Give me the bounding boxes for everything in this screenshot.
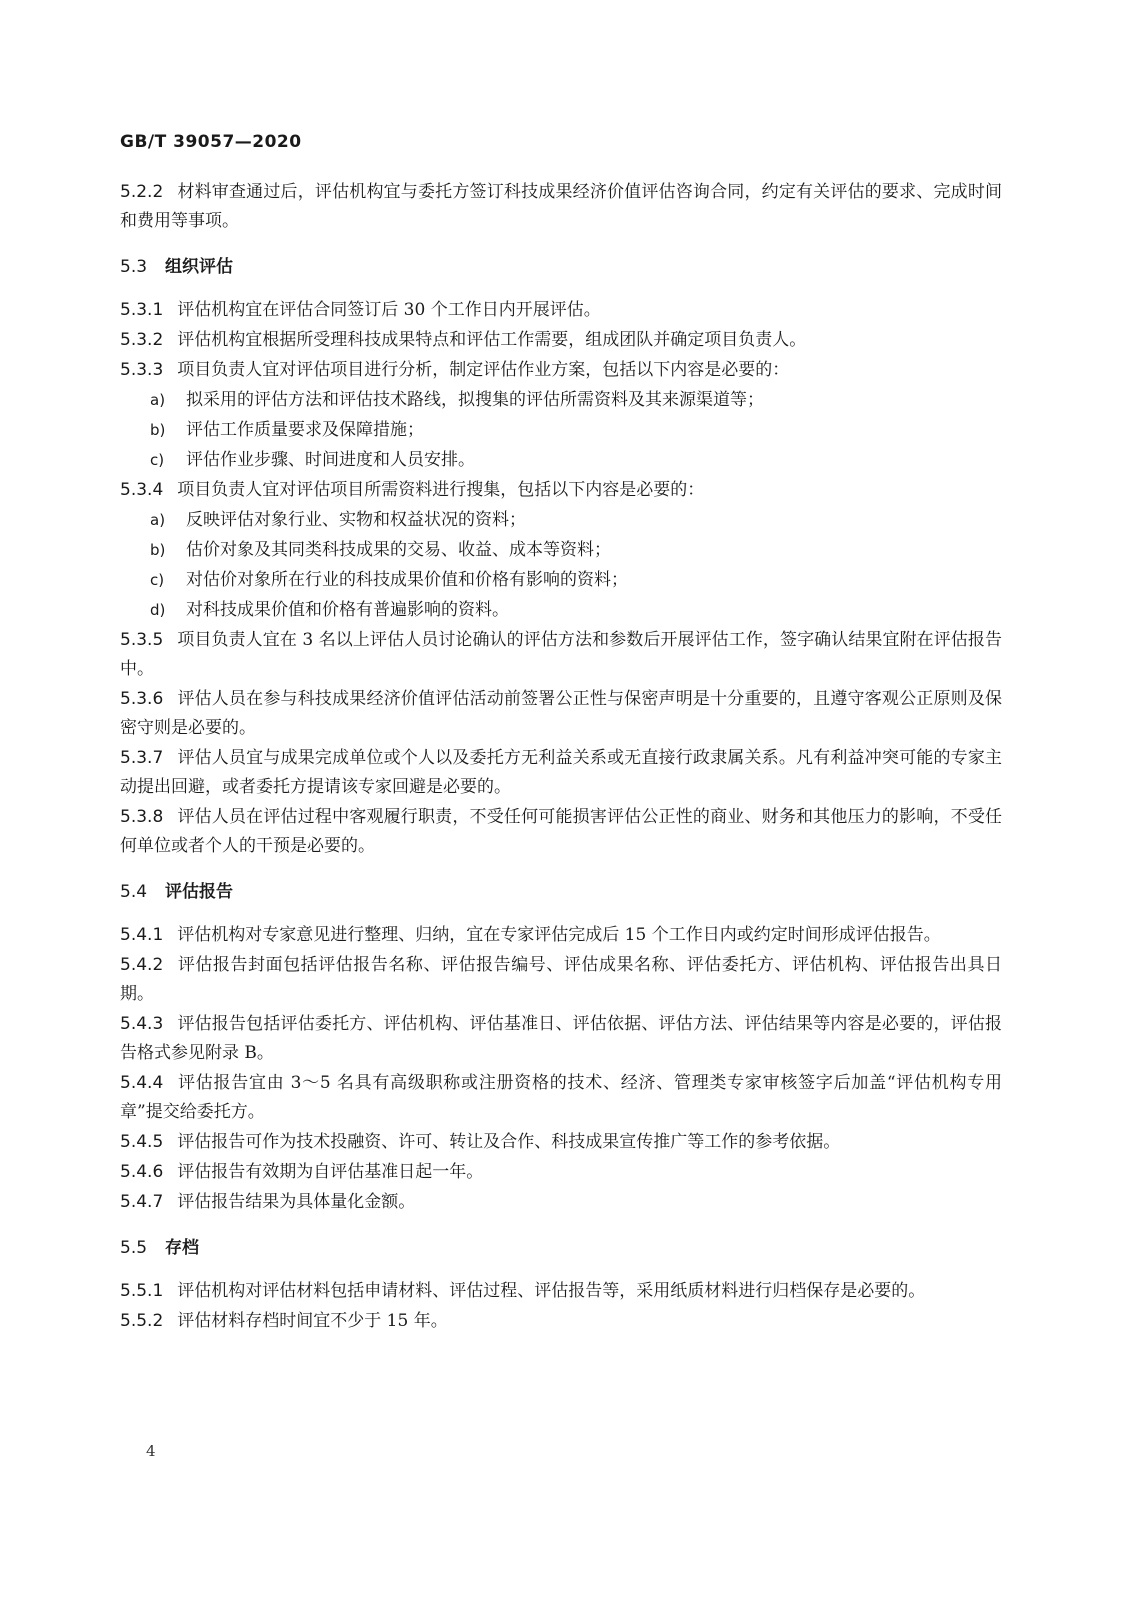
standard-code: GB/T 39057—2020 bbox=[120, 132, 302, 152]
section-number: 5.3 bbox=[120, 257, 148, 277]
clause-number: 5.3.1 bbox=[120, 300, 164, 320]
clause-number: 5.5.2 bbox=[120, 1311, 164, 1331]
list-item-text: 估价对象及其同类科技成果的交易、收益、成本等资料； bbox=[186, 540, 611, 560]
clause-number: 5.3.6 bbox=[120, 689, 164, 709]
list-item-text: 对估价对象所在行业的科技成果价值和价格有影响的资料； bbox=[186, 570, 628, 590]
clause-text: 评估报告封面包括评估报告名称、评估报告编号、评估成果名称、评估委托方、评估机构、评估报告出具日期。 bbox=[120, 955, 1002, 1004]
clause-number: 5.3.7 bbox=[120, 748, 164, 768]
clause-text: 评估材料存档时间宜不少于 15 年。 bbox=[177, 1311, 448, 1331]
clause-text: 评估人员在评估过程中客观履行职责，不受任何可能损害评估公正性的商业、财务和其他压力的影响，不受任何单位或者个人的干预是必要的。 bbox=[120, 807, 1002, 856]
section-heading-5-3 bbox=[120, 253, 1002, 282]
section-heading-5-4 bbox=[120, 878, 1002, 907]
list-marker: c) bbox=[150, 571, 165, 589]
list-item-text: 评估作业步骤、时间进度和人员安排。 bbox=[186, 450, 475, 470]
clause-5-3-1 bbox=[120, 296, 1002, 325]
clause-5-3-4 bbox=[120, 476, 1002, 505]
clause-number: 5.3.2 bbox=[120, 330, 164, 350]
clause-5-2-2 bbox=[120, 178, 1002, 236]
list-item bbox=[120, 506, 1002, 535]
clause-5-4-6 bbox=[120, 1158, 1002, 1187]
clause-5-3-2 bbox=[120, 326, 1002, 355]
list-item bbox=[120, 416, 1002, 445]
clause-5-4-4 bbox=[120, 1069, 1002, 1127]
clause-text: 评估机构宜在评估合同签订后 30 个工作日内开展评估。 bbox=[177, 300, 601, 320]
list-item-text: 反映评估对象行业、实物和权益状况的资料； bbox=[186, 510, 526, 530]
clause-number: 5.4.6 bbox=[120, 1162, 164, 1182]
clause-text: 评估人员在参与科技成果经济价值评估活动前签署公正性与保密声明是十分重要的，且遵守客观公正原则及保密守则是必要的。 bbox=[120, 689, 1002, 738]
clause-5-3-7 bbox=[120, 744, 1002, 802]
clause-text: 评估人员宜与成果完成单位或个人以及委托方无利益关系或无直接行政隶属关系。凡有利益冲突可能的专家主动提出回避，或者委托方提请该专家回避是必要的。 bbox=[120, 748, 1002, 797]
list-marker: d) bbox=[150, 601, 166, 619]
clause-5-3-5 bbox=[120, 626, 1002, 684]
clause-number: 5.4.7 bbox=[120, 1192, 164, 1212]
clause-text: 项目负责人宜对评估项目进行分析，制定评估作业方案，包括以下内容是必要的： bbox=[177, 360, 790, 380]
clause-text: 项目负责人宜在 3 名以上评估人员讨论确认的评估方法和参数后开展评估工作，签字确认结果宜附在评估报告中。 bbox=[120, 630, 1002, 679]
clause-number: 5.3.4 bbox=[120, 480, 164, 500]
clause-number: 5.3.8 bbox=[120, 807, 164, 827]
clause-number: 5.2.2 bbox=[120, 182, 164, 202]
list-marker: a) bbox=[150, 511, 166, 529]
section-number: 5.4 bbox=[120, 882, 148, 902]
clause-5-3-3 bbox=[120, 356, 1002, 385]
clause-text: 评估机构对评估材料包括申请材料、评估过程、评估报告等，采用纸质材料进行归档保存是必要的。 bbox=[177, 1281, 926, 1301]
clause-5-4-7 bbox=[120, 1188, 1002, 1217]
clause-text: 评估报告包括评估委托方、评估机构、评估基准日、评估依据、评估方法、评估结果等内容是必要的，评估报告格式参见附录 B。 bbox=[120, 1014, 1002, 1063]
list-marker: b) bbox=[150, 541, 166, 559]
clause-text: 项目负责人宜对评估项目所需资料进行搜集，包括以下内容是必要的： bbox=[177, 480, 705, 500]
list-item-text: 评估工作质量要求及保障措施； bbox=[186, 420, 424, 440]
clause-text: 评估机构对专家意见进行整理、归纳，宜在专家评估完成后 15 个工作日内或约定时间形成评估报告。 bbox=[177, 925, 941, 945]
clause-number: 5.3.3 bbox=[120, 360, 164, 380]
list-item bbox=[120, 386, 1002, 415]
clause-text: 评估报告结果为具体量化金额。 bbox=[177, 1192, 416, 1212]
clause-number: 5.5.1 bbox=[120, 1281, 164, 1301]
clause-5-3-8 bbox=[120, 803, 1002, 861]
clause-number: 5.4.2 bbox=[120, 955, 164, 975]
list-item bbox=[120, 446, 1002, 475]
clause-number: 5.4.5 bbox=[120, 1132, 164, 1152]
clause-5-5-2 bbox=[120, 1307, 1002, 1336]
clause-text: 评估报告宜由 3～5 名具有高级职称或注册资格的技术、经济、管理类专家审核签字后加盖“评估机构专用章”提交给委托方。 bbox=[120, 1073, 1002, 1122]
section-title: 评估报告 bbox=[165, 882, 234, 902]
list-item-text: 对科技成果价值和价格有普遍影响的资料。 bbox=[186, 600, 509, 620]
clause-text: 评估报告有效期为自评估基准日起一年。 bbox=[177, 1162, 484, 1182]
clause-5-5-1 bbox=[120, 1277, 1002, 1306]
clause-5-4-5 bbox=[120, 1128, 1002, 1157]
clause-text: 评估报告可作为技术投融资、许可、转让及合作、科技成果宣传推广等工作的参考依据。 bbox=[177, 1132, 841, 1152]
clause-number: 5.3.5 bbox=[120, 630, 164, 650]
page-number: 4 bbox=[146, 1442, 156, 1460]
section-number: 5.5 bbox=[120, 1238, 148, 1258]
document-body bbox=[120, 178, 1002, 1337]
clause-number: 5.4.4 bbox=[120, 1073, 164, 1093]
clause-5-4-2 bbox=[120, 951, 1002, 1009]
clause-text: 评估机构宜根据所受理科技成果特点和评估工作需要，组成团队并确定项目负责人。 bbox=[177, 330, 807, 350]
clause-number: 5.4.1 bbox=[120, 925, 164, 945]
clause-number: 5.4.3 bbox=[120, 1014, 164, 1034]
clause-text: 材料审查通过后，评估机构宜与委托方签订科技成果经济价值评估咨询合同，约定有关评估的要求、完成时间和费用等事项。 bbox=[120, 182, 1002, 231]
section-title: 存档 bbox=[165, 1238, 200, 1258]
list-marker: b) bbox=[150, 421, 166, 439]
list-item-text: 拟采用的评估方法和评估技术路线，拟搜集的评估所需资料及其来源渠道等； bbox=[186, 390, 764, 410]
list-item bbox=[120, 596, 1002, 625]
section-heading-5-5 bbox=[120, 1234, 1002, 1263]
list-item bbox=[120, 566, 1002, 595]
section-title: 组织评估 bbox=[165, 257, 234, 277]
list-marker: a) bbox=[150, 391, 166, 409]
list-item bbox=[120, 536, 1002, 565]
clause-5-3-6 bbox=[120, 685, 1002, 743]
clause-5-4-3 bbox=[120, 1010, 1002, 1068]
clause-5-4-1 bbox=[120, 921, 1002, 950]
list-marker: c) bbox=[150, 451, 165, 469]
